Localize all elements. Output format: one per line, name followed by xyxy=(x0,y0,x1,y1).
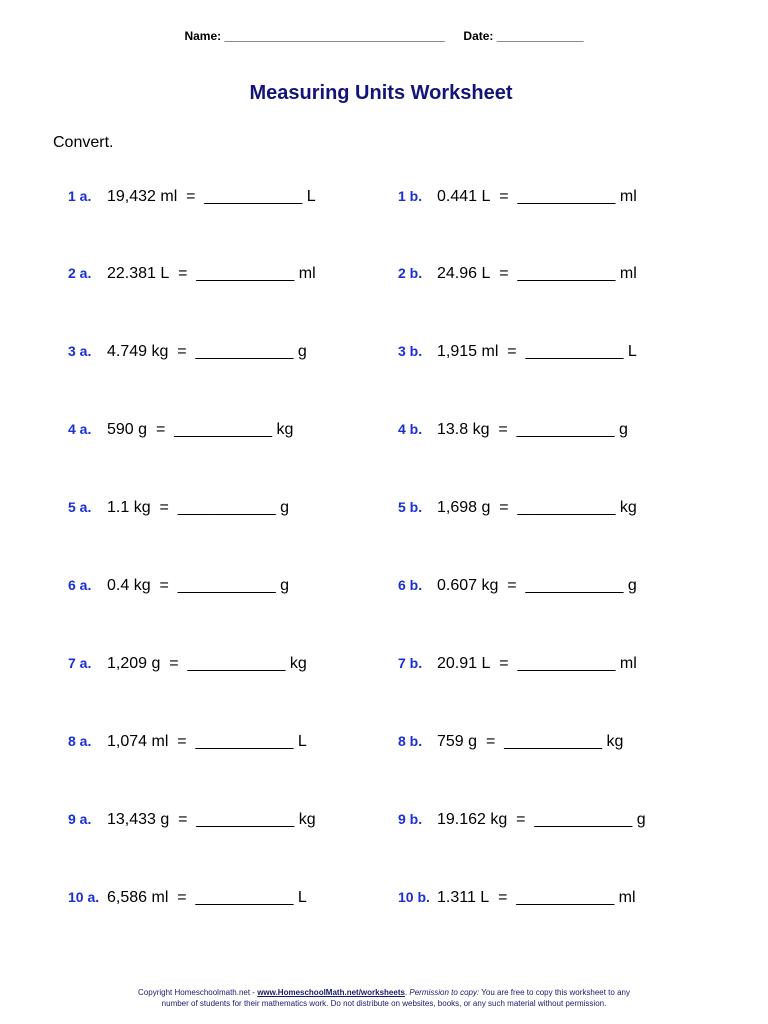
problem-target-unit: kg xyxy=(298,811,316,828)
problem-item: 6 b. 0.607 kg = ___________ g xyxy=(398,577,637,594)
date-label: Date: xyxy=(463,29,494,43)
name-label: Name: xyxy=(184,29,222,43)
problem-item: 6 a. 0.4 kg = ___________ g xyxy=(68,577,289,594)
problem-quantity: 19,432 ml xyxy=(107,188,178,205)
problem-item: 2 a. 22.381 L = ___________ ml xyxy=(68,265,316,282)
answer-blank: ___________ xyxy=(195,733,294,750)
answer-blank: ___________ xyxy=(204,188,303,205)
footer-copyright: Copyright Homeschoolmath.net - xyxy=(138,988,258,997)
problem-target-unit: g xyxy=(636,811,646,828)
problem-item: 10 b. 1.311 L = ___________ ml xyxy=(398,889,636,906)
answer-blank: ___________ xyxy=(516,889,615,906)
footer-line-2: number of students for their mathematics work. Do not distribute on websites, books, or any such material without permission. xyxy=(161,999,607,1008)
problem-target-unit: g xyxy=(280,577,289,594)
problem-target-unit: ml xyxy=(619,265,637,282)
problem-item: 3 a. 4.749 kg = ___________ g xyxy=(68,343,307,360)
answer-blank: ___________ xyxy=(195,889,294,906)
problem-quantity: 1,915 ml xyxy=(437,343,499,360)
problem-number: 9 a. xyxy=(68,811,92,827)
answer-blank: ___________ xyxy=(174,421,273,438)
problem-number: 10 a. xyxy=(68,889,100,905)
problem-quantity: 19.162 kg xyxy=(437,811,508,828)
problem-quantity: 1.1 kg xyxy=(107,499,151,516)
problem-number: 10 b. xyxy=(398,889,430,905)
problem-number: 8 a. xyxy=(68,733,92,749)
answer-blank: ___________ xyxy=(196,265,295,282)
problem-number: 1 a. xyxy=(68,188,92,204)
problem-quantity: 22.381 L xyxy=(107,265,170,282)
problem-target-unit: L xyxy=(297,889,307,906)
problem-item: 9 b. 19.162 kg = ___________ g xyxy=(398,811,646,828)
answer-blank: ___________ xyxy=(187,655,286,672)
problem-item: 5 a. 1.1 kg = ___________ g xyxy=(68,499,289,516)
problem-target-unit: L xyxy=(627,343,637,360)
answer-blank: ___________ xyxy=(516,421,615,438)
problem-number: 2 a. xyxy=(68,265,92,281)
problem-number: 5 b. xyxy=(398,499,423,515)
problem-target-unit: L xyxy=(306,188,316,205)
footer-permission-label: Permission to copy: xyxy=(409,988,480,997)
problem-number: 6 a. xyxy=(68,577,92,593)
problem-number: 9 b. xyxy=(398,811,423,827)
problem-target-unit: ml xyxy=(618,889,636,906)
answer-blank: ___________ xyxy=(534,811,633,828)
problem-item: 4 a. 590 g = ___________ kg xyxy=(68,421,294,438)
problem-quantity: 20.91 L xyxy=(437,655,491,672)
problem-number: 2 b. xyxy=(398,265,423,281)
problem-number: 7 b. xyxy=(398,655,423,671)
problem-quantity: 4.749 kg xyxy=(107,343,169,360)
date-blank: _____________ xyxy=(496,29,584,43)
problem-item: 3 b. 1,915 ml = ___________ L xyxy=(398,343,637,360)
problem-quantity: 6,586 ml xyxy=(107,889,169,906)
problem-target-unit: g xyxy=(297,343,307,360)
problem-item: 4 b. 13.8 kg = ___________ g xyxy=(398,421,628,438)
answer-blank: ___________ xyxy=(517,188,616,205)
problem-quantity: 24.96 L xyxy=(437,265,491,282)
problem-quantity: 1,074 ml xyxy=(107,733,169,750)
problem-item: 10 a. 6,586 ml = ___________ L xyxy=(68,889,307,906)
problem-number: 3 b. xyxy=(398,343,423,359)
problem-item: 8 a. 1,074 ml = ___________ L xyxy=(68,733,307,750)
problem-target-unit: L xyxy=(297,733,307,750)
answer-blank: ___________ xyxy=(177,499,276,516)
problem-number: 3 a. xyxy=(68,343,92,359)
footer xyxy=(0,987,768,1009)
problem-quantity: 0.607 kg xyxy=(437,577,499,594)
problem-target-unit: ml xyxy=(619,655,637,672)
problem-number: 8 b. xyxy=(398,733,423,749)
problem-target-unit: kg xyxy=(606,733,624,750)
footer-permission-text: You are free to copy this worksheet to any xyxy=(479,988,630,997)
header xyxy=(0,29,768,43)
problem-target-unit: ml xyxy=(619,188,637,205)
footer-line-1: Copyright Homeschoolmath.net - www.HomeschoolMath.net/worksheets. Permission to copy: You are free to copy this worksheet to any xyxy=(138,988,630,997)
problem-quantity: 1,209 g xyxy=(107,655,161,672)
problem-target-unit: g xyxy=(627,577,637,594)
problem-item: 9 a. 13,433 g = ___________ kg xyxy=(68,811,316,828)
instruction: Convert. xyxy=(53,134,114,151)
problem-quantity: 13,433 g xyxy=(107,811,170,828)
answer-blank: ___________ xyxy=(504,733,603,750)
problem-number: 4 a. xyxy=(68,421,92,437)
problem-quantity: 1.311 L xyxy=(437,889,490,906)
problem-target-unit: kg xyxy=(289,655,307,672)
problem-number: 4 b. xyxy=(398,421,423,437)
answer-blank: ___________ xyxy=(525,343,624,360)
problem-number: 5 a. xyxy=(68,499,92,515)
problem-item: 2 b. 24.96 L = ___________ ml xyxy=(398,265,637,282)
problem-quantity: 759 g xyxy=(437,733,478,750)
problem-target-unit: kg xyxy=(619,499,637,516)
problem-item: 8 b. 759 g = ___________ kg xyxy=(398,733,624,750)
footer-site-link[interactable]: www.HomeschoolMath.net/worksheets xyxy=(257,988,405,997)
problem-number: 7 a. xyxy=(68,655,92,671)
answer-blank: ___________ xyxy=(525,577,624,594)
problem-target-unit: kg xyxy=(276,421,294,438)
answer-blank: ___________ xyxy=(517,499,616,516)
answer-blank: ___________ xyxy=(196,811,295,828)
problem-item: 1 a. 19,432 ml = ___________ L xyxy=(68,188,316,205)
problem-quantity: 0.441 L xyxy=(437,188,491,205)
problem-quantity: 0.4 kg xyxy=(107,577,151,594)
problem-target-unit: g xyxy=(280,499,289,516)
problem-quantity: 13.8 kg xyxy=(437,421,490,438)
problem-quantity: 1,698 g xyxy=(437,499,491,516)
answer-blank: ___________ xyxy=(195,343,294,360)
problem-quantity: 590 g xyxy=(107,421,148,438)
problem-item: 7 b. 20.91 L = ___________ ml xyxy=(398,655,637,672)
page-title: Measuring Units Worksheet xyxy=(249,82,513,104)
answer-blank: ___________ xyxy=(177,577,276,594)
name-blank: _________________________________ xyxy=(224,29,445,43)
answer-blank: ___________ xyxy=(517,655,616,672)
problem-item: 7 a. 1,209 g = ___________ kg xyxy=(68,655,307,672)
problem-target-unit: g xyxy=(618,421,628,438)
problem-number: 6 b. xyxy=(398,577,423,593)
answer-blank: ___________ xyxy=(517,265,616,282)
problem-number: 1 b. xyxy=(398,188,423,204)
problem-item: 5 b. 1,698 g = ___________ kg xyxy=(398,499,637,516)
problem-item: 1 b. 0.441 L = ___________ ml xyxy=(398,188,637,205)
problem-target-unit: ml xyxy=(298,265,316,282)
